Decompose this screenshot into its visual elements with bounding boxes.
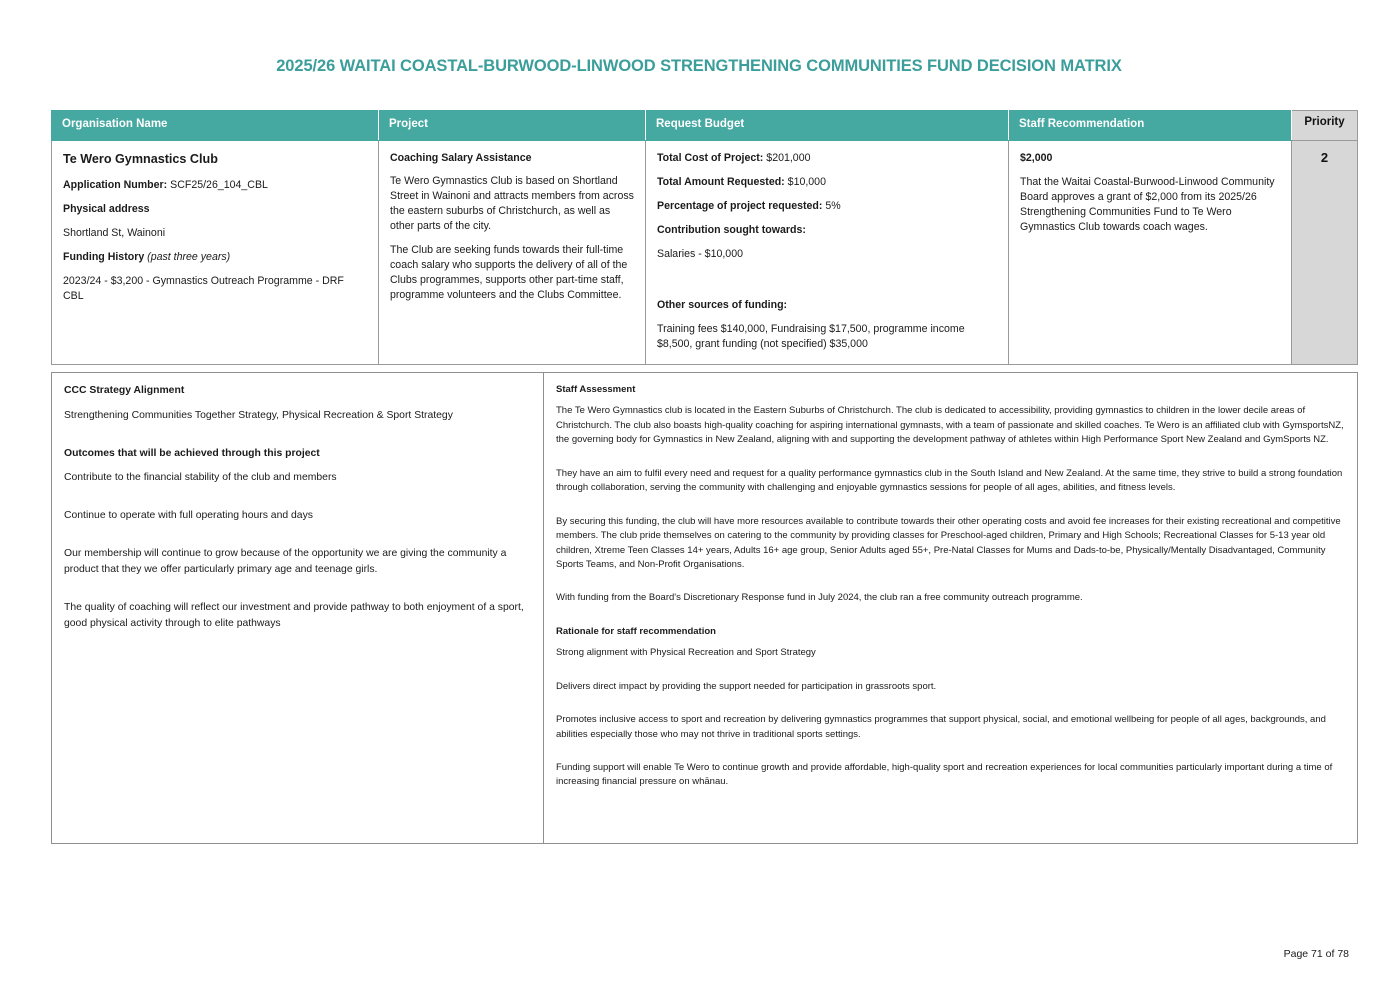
column-header-request-budget: Request Budget <box>646 111 1009 141</box>
physical-address-value: Shortland St, Wainoni <box>63 226 166 239</box>
rationale-point: Strong alignment with Physical Recreation and Sport Strategy <box>556 647 816 659</box>
rationale-point: Delivers direct impact by providing the support needed for participation in grassroots sport. <box>556 680 937 692</box>
cell-spacer <box>657 271 997 298</box>
assessment-paragraph: With funding from the Board's Discretionary Response fund in July 2024, the club ran a free community outreach programme. <box>556 592 1083 604</box>
cell-strategy-alignment <box>52 373 544 844</box>
total-cost-label: Total Cost of Project: <box>657 152 764 164</box>
assessment-row <box>52 373 1358 844</box>
recommendation-text: That the Waitai Coastal-Burwood-Linwood Community Board approves a grant of $2,000 from its 2025/26 Strengthening Communities Fund to Te Wero Gymnastics Club towards coach wages. <box>1020 176 1275 234</box>
assessment-paragraph: They have an aim to fulfil every need and request for a quality performance gymnastics club in the South Island and New Zealand. At the same time, they strive to build a strong foundation through collaboration, serving the community with challenging and enjoyable gymnastics sessions for people of all ages, abilities, and fitness levels. <box>556 467 1343 494</box>
other-sources-label: Other sources of funding: <box>657 299 788 312</box>
column-header-organisation-name: Organisation Name <box>52 111 379 141</box>
column-header-project: Project <box>379 111 646 141</box>
funding-history-title: Funding History <box>63 250 145 263</box>
percentage-value: 5% <box>825 200 841 213</box>
funding-history-note: (past three years) <box>147 250 231 263</box>
rationale-point: Promotes inclusive access to sport and recreation by delivering gymnastics programmes that support physical, social, and emotional wellbeing for people of all ages, backgrounds, and abilities especially those who may not thrive in traditional sports settings. <box>556 714 1326 740</box>
outcome-item: Continue to operate with full operating hours and days <box>64 510 313 522</box>
application-summary-table <box>51 110 1358 365</box>
column-header-priority: Priority <box>1292 111 1358 141</box>
percentage-label: Percentage of project requested: <box>657 200 823 213</box>
cell-staff-assessment <box>544 373 1358 844</box>
page-title: 2025/26 WAITAI COASTAL-BURWOOD-LINWOOD STRENGTHENING COMMUNITIES FUND DECISION MATRIX <box>276 57 1122 75</box>
project-paragraph-1: Te Wero Gymnastics Club is based on Shortland Street in Wainoni and attracts members from across the eastern suburbs of Christchurch, as well as other parts of the city. <box>390 175 634 233</box>
physical-address-label: Physical address <box>63 202 150 215</box>
percentage-of-project-requested <box>657 199 997 214</box>
recommendation-amount: $2,000 <box>1020 152 1053 164</box>
rationale-heading: Rationale for staff recommendation <box>556 625 716 637</box>
outcome-item: Our membership will continue to grow because of the opportunity we are giving the community a product that they we offer particularly primary age and teenage girls. <box>64 548 507 575</box>
table-header-row <box>52 111 1358 141</box>
page-footer: Page 71 of 78 <box>1283 948 1349 960</box>
outcome-item: The quality of coaching will reflect our investment and provide pathway to both enjoyment of a sport, good physical activity through to elite pathways <box>64 601 524 629</box>
application-number-label: Application Number: <box>63 178 168 191</box>
application-number-value: SCF25/26_104_CBL <box>170 178 268 191</box>
total-cost-of-project <box>657 151 997 166</box>
cell-organisation-details <box>52 141 379 365</box>
funding-history-label <box>63 250 367 265</box>
column-header-staff-recommendation: Staff Recommendation <box>1009 111 1292 141</box>
contribution-sought-value: Salaries - $10,000 <box>657 248 743 261</box>
application-number <box>63 178 367 193</box>
outcomes-heading: Outcomes that will be achieved through this project <box>64 447 320 459</box>
strategy-alignment-heading: CCC Strategy Alignment <box>64 385 185 396</box>
cell-request-budget <box>646 141 1009 365</box>
assessment-table <box>51 372 1358 844</box>
strategy-alignment-value: Strengthening Communities Together Strategy, Physical Recreation & Sport Strategy <box>64 409 453 421</box>
total-amount-requested <box>657 175 997 190</box>
cell-staff-recommendation <box>1009 141 1292 365</box>
assessment-paragraph: The Te Wero Gymnastics club is located in the Eastern Suburbs of Christchurch. The club is dedicated to accessibility, providing gymnastics to children in the lower decile areas of Christchurch. The club also boasts high-quality coaching for aspiring international gymnasts, with a team of passionate and skilled coaches. Te Wero is an affiliated club with GymsportsNZ, the governing body for Gymnastics in New Zealand, aligning with and supporting the development pathway of athletes within High Performance Sport New Zealand and GymSports NZ. <box>556 405 1344 446</box>
staff-assessment-heading: Staff Assessment <box>556 384 636 395</box>
total-requested-label: Total Amount Requested: <box>657 176 785 189</box>
project-heading: Coaching Salary Assistance <box>390 152 532 164</box>
cell-project-details <box>379 141 646 365</box>
table-row <box>52 141 1358 365</box>
assessment-paragraph: By securing this funding, the club will have more resources available to contribute towards their other operating costs and avoid fee increases for their existing recreational and competitive members. The club pride themselves on catering to the community by providing classes for Preschool-aged children, Primary and High Schools; Recreational Classes for 5-13 year old children, Xtreme Teen Classes 14+ years, Adults 16+ age group, Senior Adults aged 55+, Pre-Natal Classes for Mums and Dads-to-be, Physically/Mentally Disadvantaged, Community Sports Teams, and Non-Profit Organisations. <box>556 515 1341 570</box>
organisation-name: Te Wero Gymnastics Club <box>63 152 218 166</box>
other-sources-value: Training fees $140,000, Fundraising $17,500, programme income $8,500, grant funding (not specified) $35,000 <box>657 323 965 351</box>
cell-priority-value: 2 <box>1292 141 1358 365</box>
project-paragraph-2: The Club are seeking funds towards their full-time coach salary who supports the delivery of all of the Clubs programmes, supports other part-time staff, programme volunteers and the Clubs Committee. <box>390 244 628 302</box>
outcome-item: Contribute to the financial stability of the club and members <box>64 472 337 484</box>
contribution-sought-label: Contribution sought towards: <box>657 224 806 237</box>
funding-history-value: 2023/24 - $3,200 - Gymnastics Outreach Programme - DRF CBL <box>63 275 344 303</box>
total-requested-value: $10,000 <box>787 176 826 189</box>
total-cost-value: $201,000 <box>766 152 811 164</box>
rationale-point: Funding support will enable Te Wero to continue growth and provide affordable, high-quality sport and recreation experiences for local communities particularly important during a time of increasing financial pressure on whānau. <box>556 762 1333 788</box>
